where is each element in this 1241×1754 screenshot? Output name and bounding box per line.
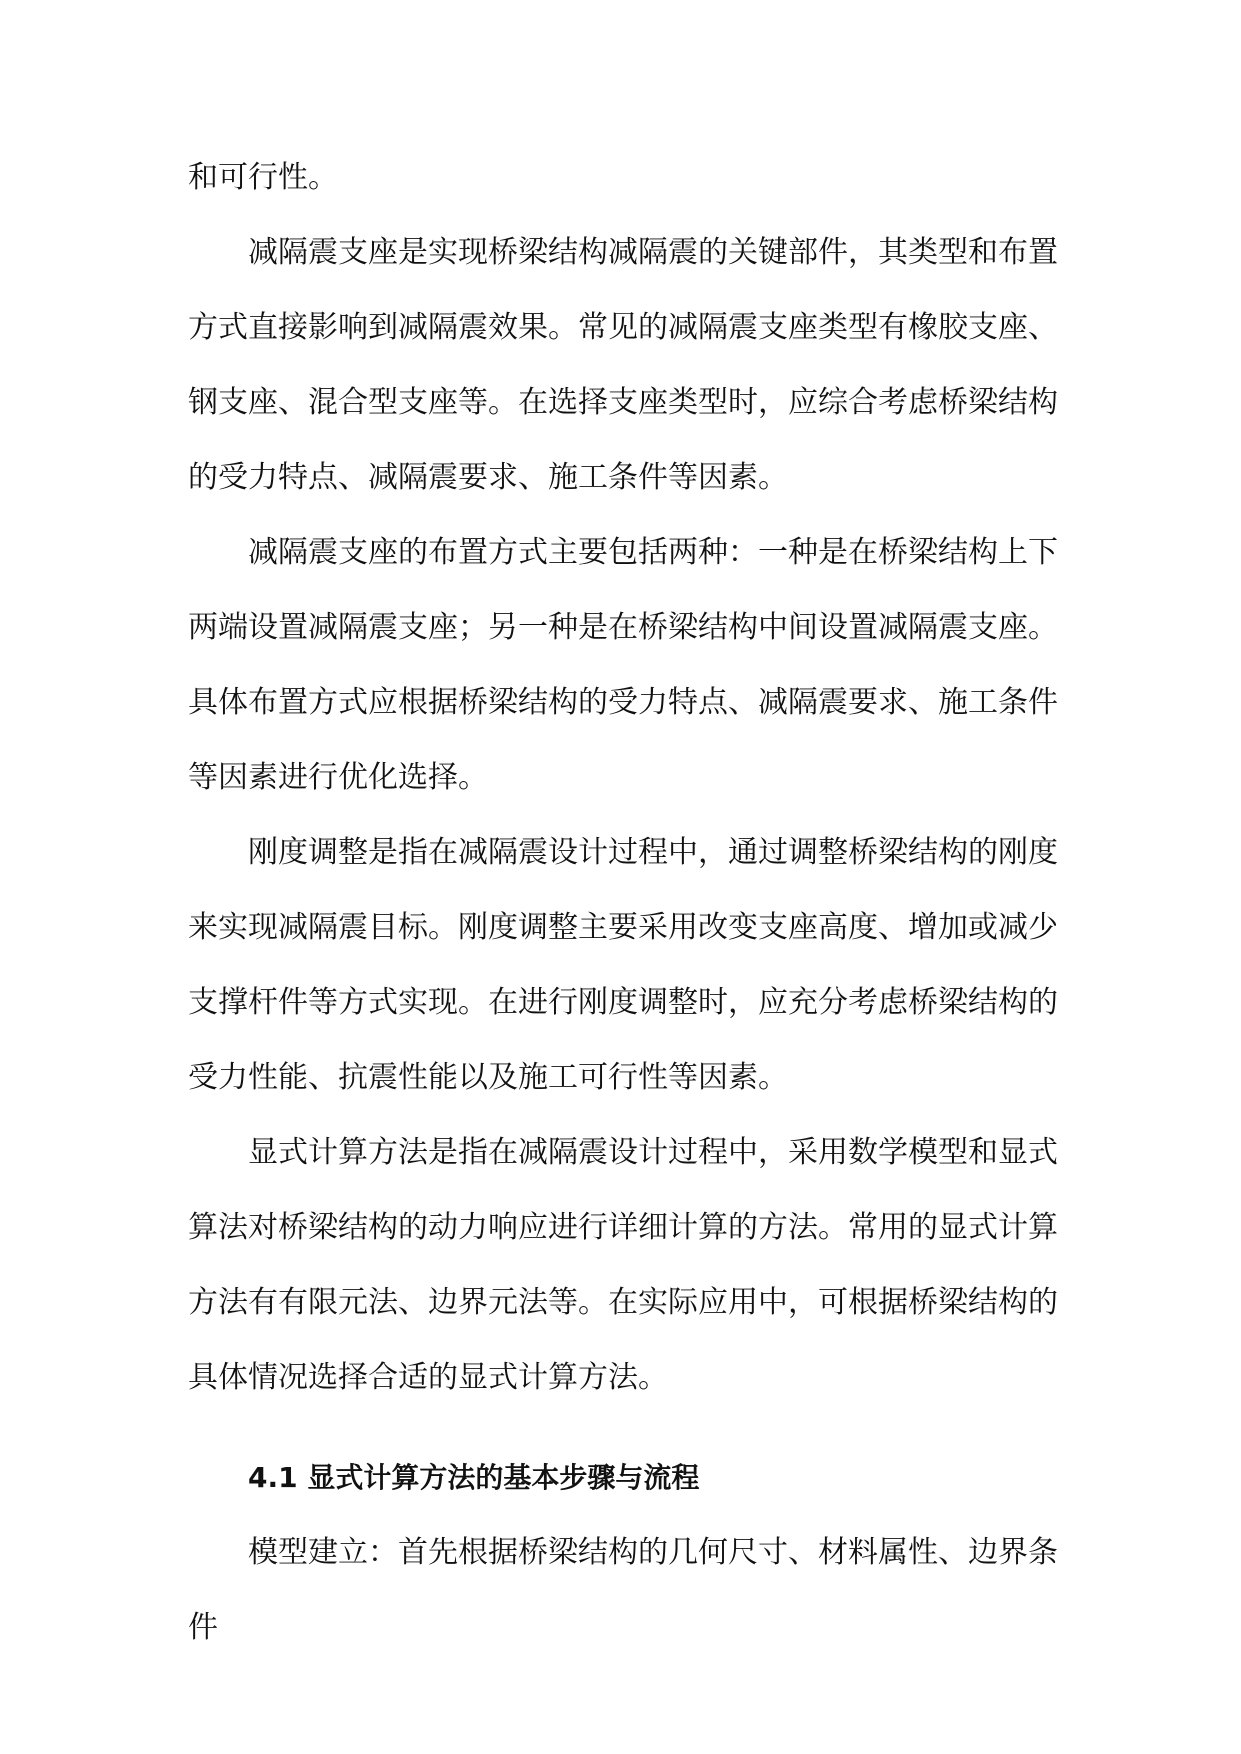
document-body: [188, 140, 1058, 1665]
section-heading: 4.1 显式计算方法的基本步骤与流程: [248, 1461, 700, 1494]
paragraph-isolation-bearing-types: 减隔震支座是实现桥梁结构减隔震的关键部件，其类型和布置方式直接影响到减隔震效果。常见的减隔震支座类型有橡胶支座、钢支座、混合型支座等。在选择支座类型时，应综合考虑桥梁结构的受力特点、减隔震要求、施工条件等因素。: [188, 235, 1058, 495]
paragraph-bearing-arrangement: 减隔震支座的布置方式主要包括两种：一种是在桥梁结构上下两端设置减隔震支座；另一种是在桥梁结构中间设置减隔震支座。具体布置方式应根据桥梁结构的受力特点、减隔震要求、施工条件等因素进行优化选择。: [188, 535, 1058, 795]
paragraph-continuation: 和可行性。: [188, 160, 338, 195]
paragraph-explicit-method: 显式计算方法是指在减隔震设计过程中，采用数学模型和显式算法对桥梁结构的动力响应进行详细计算的方法。常用的显式计算方法有有限元法、边界元法等。在实际应用中，可根据桥梁结构的具体情况选择合适的显式计算方法。: [188, 1135, 1058, 1395]
paragraph-stiffness-adjustment: 刚度调整是指在减隔震设计过程中，通过调整桥梁结构的刚度来实现减隔震目标。刚度调整主要采用改变支座高度、增加或减少支撑杆件等方式实现。在进行刚度调整时，应充分考虑桥梁结构的受力性能、抗震性能以及施工可行性等因素。: [188, 835, 1058, 1095]
paragraph-model-building: 模型建立：首先根据桥梁结构的几何尺寸、材料属性、边界条件: [188, 1535, 1058, 1645]
